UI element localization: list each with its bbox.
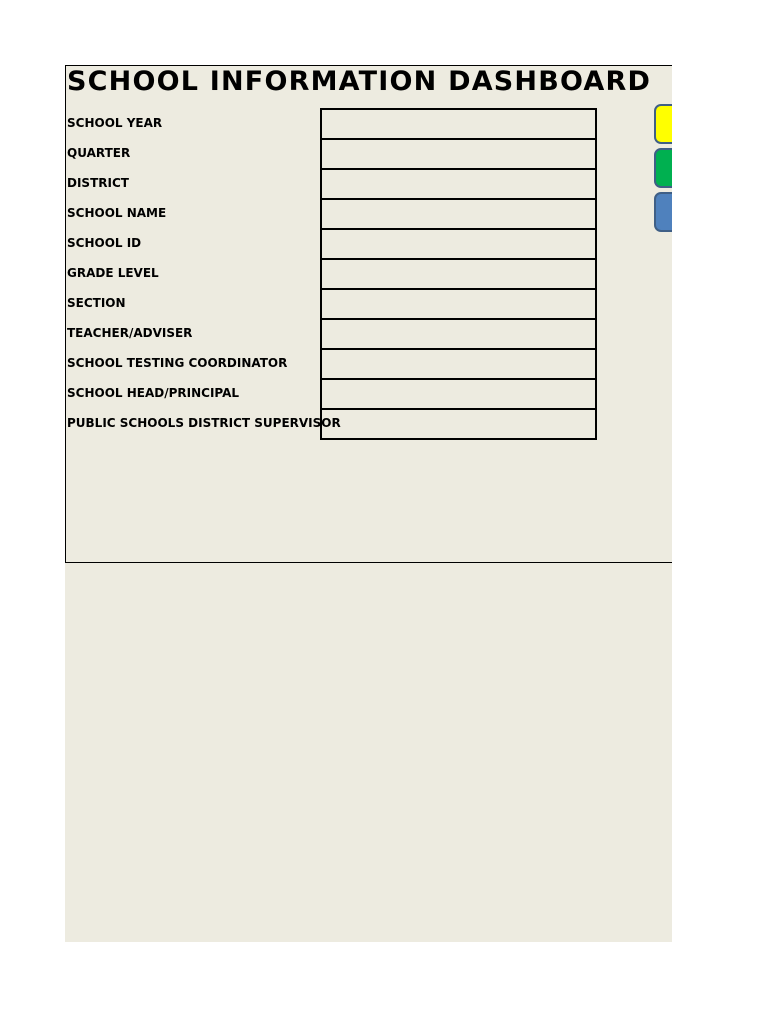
school-year-field[interactable] bbox=[322, 110, 595, 140]
district-field[interactable] bbox=[322, 170, 595, 200]
teacher-adviser-field[interactable] bbox=[322, 320, 595, 350]
page-title: SCHOOL INFORMATION DASHBOARD bbox=[67, 66, 652, 97]
blue-nav-button[interactable] bbox=[654, 192, 672, 232]
label-school-testing-coordinator: SCHOOL TESTING COORDINATOR bbox=[67, 356, 288, 370]
input-fields-box bbox=[320, 108, 597, 440]
label-district-supervisor: PUBLIC SCHOOLS DISTRICT SUPERVISOR bbox=[67, 416, 341, 430]
label-section: SECTION bbox=[67, 296, 126, 310]
label-school-head-principal: SCHOOL HEAD/PRINCIPAL bbox=[67, 386, 240, 400]
label-quarter: QUARTER bbox=[67, 146, 131, 160]
label-school-name: SCHOOL NAME bbox=[67, 206, 167, 220]
school-head-field[interactable] bbox=[322, 380, 595, 410]
label-school-id: SCHOOL ID bbox=[67, 236, 142, 250]
green-nav-button[interactable] bbox=[654, 148, 672, 188]
grade-level-field[interactable] bbox=[322, 260, 595, 290]
label-grade-level: GRADE LEVEL bbox=[67, 266, 159, 280]
dashboard-panel bbox=[65, 65, 672, 563]
section-field[interactable] bbox=[322, 290, 595, 320]
quarter-field[interactable] bbox=[322, 140, 595, 170]
label-district: DISTRICT bbox=[67, 176, 129, 190]
dashboard-sheet bbox=[65, 65, 672, 942]
yellow-nav-button[interactable] bbox=[654, 104, 672, 144]
label-teacher-adviser: TEACHER/ADVISER bbox=[67, 326, 193, 340]
testing-coordinator-field[interactable] bbox=[322, 350, 595, 380]
label-school-year: SCHOOL YEAR bbox=[67, 116, 163, 130]
school-name-field[interactable] bbox=[322, 200, 595, 230]
school-id-field[interactable] bbox=[322, 230, 595, 260]
district-supervisor-field[interactable] bbox=[322, 410, 595, 440]
